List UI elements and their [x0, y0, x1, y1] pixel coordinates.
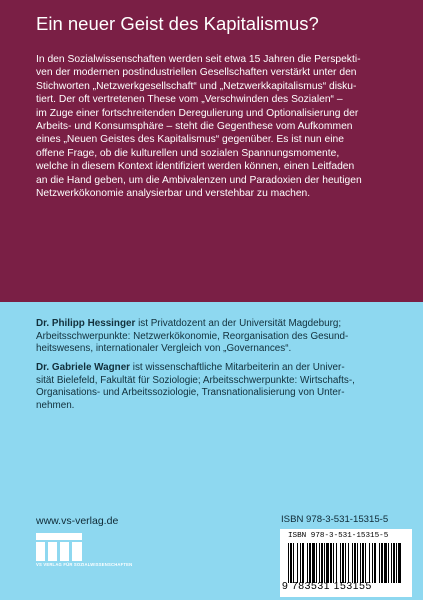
barcode-bar	[374, 543, 376, 583]
barcode-bar	[369, 543, 370, 583]
book-blurb	[36, 53, 408, 200]
barcode-bar	[354, 543, 356, 583]
barcode-bar	[384, 543, 387, 583]
barcode-bar	[345, 543, 346, 583]
barcode-graphic	[286, 543, 404, 583]
blurb-line: an die Hand geben, um die Ambivalenzen und Paradoxien der heutigen	[36, 174, 362, 186]
author-name: Dr. Philipp Hessinger	[36, 318, 136, 329]
barcode-bar	[336, 543, 337, 583]
barcode-bar	[340, 543, 341, 583]
barcode-bar	[342, 543, 344, 583]
barcode-bar	[324, 543, 325, 583]
barcode-bar	[393, 543, 395, 583]
barcode-label	[280, 529, 412, 597]
publisher-logo-icon	[36, 533, 82, 561]
barcode-bar	[309, 543, 311, 583]
barcode-bar	[288, 543, 289, 583]
barcode-bar	[391, 543, 392, 583]
blurb-line: In den Sozialwissenschaften werden seit etwa 15 Jahren die Perspekti-	[36, 54, 361, 65]
blurb-line: tiert. Der oft vertretenen These vom „Verschwinden des Sozialen“ –	[36, 94, 343, 106]
bio-line: sität Bielefeld, Fakultät für Soziologie; Arbeitsschwerpunkte: Wirtschafts-,	[36, 374, 355, 386]
blurb-line: eines „Neuen Geistes des Kapitalismus“ gegenüber. Es ist nun eine	[36, 134, 344, 146]
barcode-bar	[312, 543, 315, 583]
barcode-bar	[396, 543, 397, 583]
blurb-line: ven der modernen postindustriellen Gesellschaften verstärkt unter den	[36, 67, 357, 79]
barcode-bar	[321, 543, 323, 583]
publisher-logo	[36, 533, 186, 569]
barcode-bar	[365, 543, 366, 583]
barcode-bar	[330, 543, 332, 583]
barcode-bar	[362, 543, 364, 583]
barcode-number: 9 783531 153155	[282, 581, 372, 592]
publisher-website[interactable]: www.vs-verlag.de	[36, 515, 119, 527]
bio-text: ist Privatdozent an der Universität Magdeburg;	[135, 318, 342, 329]
barcode-bar	[348, 543, 349, 583]
blurb-line: Arbeits- und Konsumsphäre – steht die Gegenthese vom Aufkommen	[36, 121, 353, 133]
bio-line	[36, 318, 408, 331]
barcode-bar	[379, 543, 380, 583]
author-bio-hessinger	[36, 318, 408, 356]
publisher-tagline: VS VERLAG FÜR SOZIALWISSENSCHAFTEN	[36, 562, 133, 567]
bio-line: heitswesens, internationaler Vergleich von „Governances“.	[36, 343, 292, 355]
barcode-bar	[333, 543, 334, 583]
author-name: Dr. Gabriele Wagner	[36, 362, 131, 373]
barcode-bar	[381, 543, 383, 583]
barcode-bar	[300, 543, 301, 583]
blurb-line: Netzwerkökonomie analysierbar und verstehbar zu machen.	[36, 188, 311, 200]
barcode-bar	[293, 543, 294, 583]
bio-line: Organisations- und Arbeitssoziologie, Transnationalisierung von Unter-	[36, 387, 345, 399]
bio-line: nehmen.	[36, 399, 75, 411]
bio-line: Arbeitsschwerpunkte: Netzwerkökonomie, Reorganisation des Gesund-	[36, 330, 349, 342]
barcode-bar	[302, 543, 304, 583]
barcode-bar	[357, 543, 358, 583]
blurb-line: welche in diesem Kontext identifiziert werden können, einen Leitfaden	[36, 161, 355, 173]
blurb-line: offene Frage, ob die kulturellen und sozialen Spannungsmomente,	[36, 147, 340, 159]
barcode-bar	[307, 543, 308, 583]
isbn-label: ISBN 978-3-531-15315-5	[281, 514, 389, 525]
bio-text: ist wissenschaftliche Mitarbeiterin an der Univer-	[130, 362, 345, 373]
barcode-bar	[398, 543, 401, 583]
author-panel	[0, 302, 423, 600]
barcode-bar	[290, 543, 292, 583]
author-bio-wagner	[36, 362, 408, 412]
blurb-line: im Zuge einer fortschreitenden Deregulierung und Optionalisierung der	[36, 107, 359, 119]
barcode-bar	[326, 543, 329, 583]
barcode-bar	[297, 543, 298, 583]
barcode-bar	[319, 543, 320, 583]
book-title: Ein neuer Geist des Kapitalismus?	[36, 13, 319, 34]
barcode-bar	[388, 543, 389, 583]
barcode-isbn: ISBN 978-3-531-15315-5	[288, 532, 389, 540]
barcode-bar	[316, 543, 317, 583]
barcode-bar	[372, 543, 373, 583]
blurb-line: Stichworten „Netzwerkgesellschaft“ und „Netzwerkkapitalismus“ disku-	[36, 80, 357, 92]
barcode-bar	[352, 543, 353, 583]
barcode-bar	[360, 543, 361, 583]
bio-line	[36, 362, 408, 375]
